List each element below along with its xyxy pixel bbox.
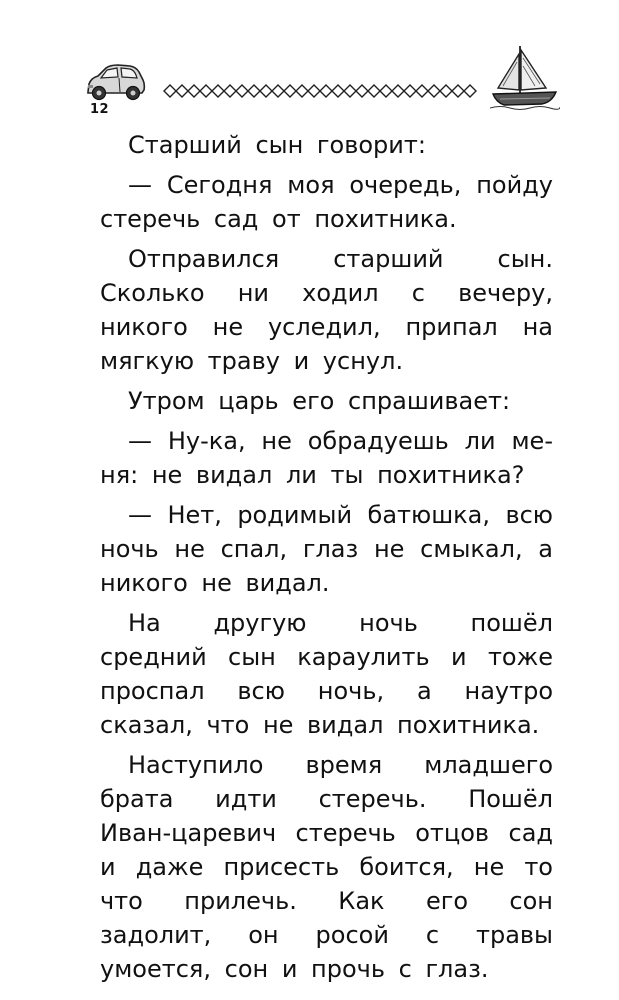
ornament-diamond	[356, 85, 368, 97]
ornament-diamond	[428, 85, 440, 97]
ornament-diamond	[164, 85, 176, 97]
ornament-diamond	[308, 85, 320, 97]
ornament-diamond	[284, 85, 296, 97]
ornament-diamond	[212, 85, 224, 97]
ornament-diamond	[368, 85, 380, 97]
ornament-diamond	[416, 85, 428, 97]
ornament-diamond	[344, 85, 356, 97]
diamond-chain-ornament	[160, 84, 482, 98]
ornament-diamond	[440, 85, 452, 97]
ornament-diamond	[188, 85, 200, 97]
ornament-diamond	[380, 85, 392, 97]
ornament-diamond	[320, 85, 332, 97]
ornament-diamond	[452, 85, 464, 97]
car-icon	[84, 62, 146, 102]
ornament-diamond	[176, 85, 188, 97]
ornament-diamond	[464, 85, 476, 97]
ornament-diamond	[332, 85, 344, 97]
ornament-diamond	[296, 85, 308, 97]
ornament-diamond	[260, 85, 272, 97]
ornament-diamond	[224, 85, 236, 97]
ornament-diamond	[236, 85, 248, 97]
ornament-diamond	[200, 85, 212, 97]
sailboat-icon	[490, 44, 560, 112]
ornament-diamond	[272, 85, 284, 97]
page-number: 12	[90, 102, 110, 117]
ornament-diamond	[248, 85, 260, 97]
story-text	[100, 128, 553, 992]
paragraph: Наступило время младшего брата идти стеречь. Пошёл Иван-царевич стеречь отцов сад и даже присесть боится, не то что прилечь. Как его сон задолит, он росой с травы умоется, сон и прочь с глаз.	[100, 751, 553, 983]
paragraph: — Сегодня моя очередь, пойду стеречь сад от похитника.	[100, 171, 553, 233]
ornament-diamond	[392, 85, 404, 97]
paragraph: Отправился старший сын. Сколько ни ходил с вечеру, никого не уследил, припал на мягкую траву и уснул.	[100, 245, 553, 375]
paragraph: На другую ночь пошёл средний сын караулить и тоже проспал всю ночь, а наутро сказал, что не видал похитника.	[100, 609, 553, 739]
ornament-diamond	[404, 85, 416, 97]
paragraph: — Нет, родимый батюшка, всю ночь не спал, глаз не смыкал, а никого не видал.	[100, 501, 553, 597]
page-header	[0, 0, 619, 120]
paragraph: — Ну-ка, не обрадуешь ли меня: не видал ли ты похитника?	[100, 427, 553, 489]
paragraph: Утром царь его спрашивает:	[128, 387, 511, 415]
paragraph: Старший сын говорит:	[128, 131, 426, 159]
